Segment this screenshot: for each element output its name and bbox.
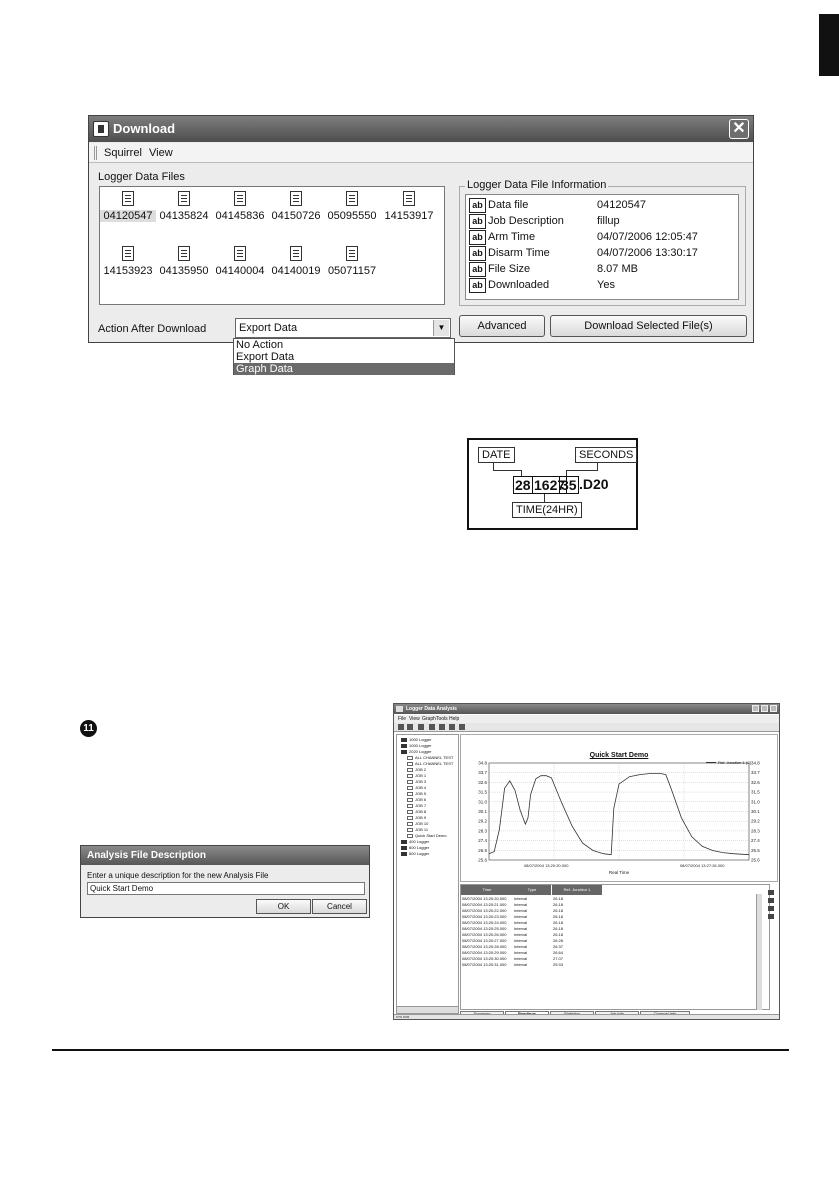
time-24hr-label: TIME(24HR) [512,502,582,518]
table-cell: 08/07/2004 13:20:26.000 [462,932,507,937]
y-tick-label-right: 25.6 [751,857,760,863]
logger-icon [401,846,407,850]
document-icon [122,246,134,261]
chevron-down-icon[interactable]: ▼ [433,320,449,336]
document-icon [234,246,246,261]
info-row [466,277,738,293]
table-cell: 08/07/2004 13:20:25.000 [462,926,507,931]
file-info-list[interactable] [465,194,739,300]
document-icon [346,246,358,261]
dialog-prompt: Enter a unique description for the new Analysis File [87,871,269,880]
y-tick-label-right: 28.3 [751,828,760,834]
document-icon [403,191,415,206]
tree-item[interactable]: JOB 11 [407,827,428,833]
document-icon [346,191,358,206]
folder-icon [407,810,413,814]
table-cell: Interval [514,962,528,967]
y-tick-label-right: 34.8 [751,760,760,766]
analysis-window-title: Logger Data Analysis [406,706,457,712]
close-icon[interactable] [770,705,777,712]
y-tick-label-left: 31.0 [478,799,487,805]
y-tick-label-left: 33.7 [478,770,487,776]
document-icon [122,191,134,206]
x-tick-label: 08/07/2004 13:20:20.000 [523,863,569,868]
table-cell: Interval [514,956,528,961]
tree-item[interactable]: 1000 Logger [401,743,431,749]
table-cell: 08/07/2004 13:20:21.000 [462,902,507,907]
column-header-type[interactable]: Type [513,885,551,895]
table-cell: Interval [514,938,528,943]
action-after-download-label: Action After Download [98,323,207,335]
file-item[interactable] [212,246,268,284]
text-field-icon: ab [469,246,486,261]
maximize-icon[interactable] [761,705,768,712]
print-icon[interactable] [768,890,774,895]
y-tick-label-right: 30.1 [751,809,760,814]
file-name: 05071157 [327,265,377,277]
option-export-data[interactable]: Export Data [236,351,295,363]
folder-icon [407,786,413,790]
filename-seconds-part: 35 [561,477,577,493]
tree-item[interactable]: JOB 4 [407,785,426,791]
table-cell: Interval [514,914,528,919]
info-row [466,245,738,261]
info-value: fillup [597,215,620,227]
x-tick-label: 08/07/2004 13:27:26.000 [679,863,725,868]
menu-bar [89,143,753,163]
y-tick-label-left: 26.5 [478,847,487,853]
tree-item[interactable]: JOB 6 [407,797,426,803]
table-cell: 26.64 [553,950,564,955]
y-tick-label-left: 31.5 [478,789,487,795]
table-cell: Interval [514,944,528,949]
y-tick-label-left: 25.6 [478,857,487,863]
info-value: 04/07/2006 12:05:47 [597,231,698,243]
grid-icon[interactable] [449,724,455,730]
analysis-file-description-dialog [80,845,370,918]
table-cell: 08/07/2004 13:20:31.000 [462,962,507,967]
menu-view[interactable]: View [409,716,420,722]
tree-item[interactable]: 400 Logger [401,839,429,845]
tree-item[interactable]: JOB 8 [407,809,426,815]
table-cell: 26.18 [553,932,564,937]
chart-title: Quick Start Demo [589,752,649,759]
document-icon [178,191,190,206]
y-tick-label-right: 32.6 [751,779,760,785]
filename-date-part: 28 [515,477,531,493]
folder-icon [407,804,413,808]
table-cell: Interval [514,896,528,901]
dialog-title: Analysis File Description [81,846,369,865]
table-cell: 26.18 [553,896,564,901]
y-tick-label-left: 29.2 [478,818,487,824]
column-header-ref-junction[interactable]: Ref. Junction 1 [552,885,602,895]
file-item[interactable] [324,246,380,284]
menu-grip [94,146,97,160]
settings-icon[interactable] [439,724,445,730]
tree-item[interactable]: JOB 9 [407,815,426,821]
y-tick-label-right: 33.7 [751,770,760,776]
menu-squirrel[interactable]: Squirrel [104,147,142,159]
logger-data-files-list[interactable] [99,186,445,305]
folder-icon [407,822,413,826]
table-cell: Interval [514,932,528,937]
table-cell: 08/07/2004 13:20:23.000 [462,914,507,919]
info-value: 04120547 [597,199,646,211]
y-tick-label-left: 27.4 [478,838,487,844]
text-field-icon: ab [469,214,486,229]
tree-item[interactable]: 2020 Logger [401,749,431,755]
y-tick-label-right: 27.4 [751,838,760,844]
file-info-label: Logger Data File Information [467,179,607,191]
table-cell: 26.18 [553,914,564,919]
table-cell: 08/07/2004 13:20:28.000 [462,944,507,949]
table-cell: 08/07/2004 13:20:29.000 [462,950,507,955]
file-item[interactable] [212,191,268,229]
step-number-badge: 11 [80,720,97,737]
download-app-icon [93,121,109,137]
logger-icon [401,744,407,748]
table-cell: 27.07 [553,956,564,961]
file-name: 05095550 [327,210,377,222]
legend-series-name: Ref. Junction 1 (C) [718,760,752,765]
logger-icon [401,852,407,856]
folder-icon [407,756,413,760]
tree-item[interactable]: Quick Start Demo [407,833,447,839]
table-side-toolbar [764,887,778,947]
copy-icon[interactable] [768,906,774,911]
y-tick-label-left: 32.6 [478,779,487,785]
footer-rule [52,1049,789,1051]
graph-icon[interactable] [418,724,424,730]
info-key: Downloaded [488,279,550,291]
file-name: 14153923 [103,265,153,277]
info-value: Yes [597,279,615,291]
file-name: 04135950 [159,265,209,277]
download-window [88,115,754,343]
tree-item[interactable]: JOB 7 [407,803,426,809]
download-selected-files-button[interactable]: Download Selected File(s) [550,315,747,337]
table-cell: 26.18 [553,920,564,925]
folder-icon [407,774,413,778]
find-icon[interactable] [768,914,774,919]
tree-item[interactable]: JOB 5 [407,791,426,797]
folder-icon [407,798,413,802]
download-icon[interactable] [407,724,413,730]
option-no-action[interactable]: No Action [236,339,284,351]
file-name: 04120547 [100,210,156,222]
connector [566,470,597,471]
tree-item[interactable]: 800 Logger [401,851,429,857]
tree-item[interactable]: 1000 Logger [401,737,431,743]
minimize-icon[interactable] [752,705,759,712]
app-icon [396,706,403,712]
advanced-button[interactable]: Advanced [459,315,545,337]
chart-panel [460,734,778,882]
tree-item[interactable]: JOB 3 [407,779,426,785]
table-cell: Interval [514,920,528,925]
table-cell: 08/07/2004 13:20:24.000 [462,920,507,925]
x-axis-label: Real Time [608,870,630,875]
analysis-menu-bar [394,715,779,723]
logger-icon [401,738,407,742]
table-cell: Interval [514,908,528,913]
file-item[interactable] [268,191,324,229]
action-dropdown-list[interactable] [233,338,455,375]
logger-icon [401,750,407,754]
connector [493,470,521,471]
chart-legend [706,760,751,765]
folder-icon [407,768,413,772]
file-item[interactable] [156,246,212,284]
folder-icon [407,792,413,796]
tree-item[interactable]: JOB 2 [407,767,426,773]
info-value: 04/07/2006 13:30:17 [597,247,698,259]
column-header-time[interactable]: Time [461,885,513,895]
export-icon[interactable] [768,898,774,903]
table-vertical-scrollbar[interactable] [756,894,762,1010]
file-name: 04150726 [271,210,321,222]
file-item[interactable] [156,191,212,229]
folder-icon [407,762,413,766]
logger-data-analysis-window [393,703,780,1020]
document-icon [234,191,246,206]
info-row [466,197,738,213]
status-bar: CTS OVR [394,1014,779,1019]
analysis-description-input[interactable]: Quick Start Demo [87,882,365,895]
filename-extension: .D20 [579,476,609,492]
file-item[interactable] [268,246,324,284]
date-label: DATE [478,447,515,463]
menu-file[interactable]: File [398,716,407,722]
menu-help[interactable]: Help [449,716,460,722]
folder-icon [407,834,413,838]
filename-time-part: 1627 [534,477,566,493]
tree-item[interactable]: 600 Logger [401,845,429,851]
readings-table[interactable] [460,884,770,1010]
file-name: 14153917 [384,210,434,222]
info-value: 8.07 MB [597,263,638,275]
window-title: Download [113,121,176,136]
file-name: 04145836 [215,210,265,222]
table-cell: 08/07/2004 13:20:30.000 [462,956,507,961]
folder-icon [407,828,413,832]
logger-icon [401,840,407,844]
document-icon [178,246,190,261]
y-tick-label-right: 31.5 [751,789,760,795]
tree-horizontal-scrollbar[interactable] [397,1006,458,1013]
document-icon [290,246,302,261]
file-item[interactable] [100,246,156,284]
table-cell: 26.28 [553,938,564,943]
cancel-button[interactable]: Cancel [312,899,367,914]
tree-item[interactable]: JOB 10 [407,821,428,827]
ok-button[interactable]: OK [256,899,311,914]
table-cell: 26.37 [553,944,564,949]
info-key: Job Description [488,215,564,227]
file-name: 04140019 [271,265,321,277]
file-item[interactable] [324,191,380,229]
action-after-download-select[interactable] [235,318,451,338]
logger-data-files-label: Logger Data Files [98,171,185,183]
text-field-icon: ab [469,230,486,245]
text-field-icon: ab [469,262,486,277]
text-field-icon: ab [469,198,486,213]
zoom-icon[interactable] [429,724,435,730]
file-name: 04135824 [159,210,209,222]
table-cell: Interval [514,902,528,907]
close-icon[interactable]: ✕ [729,119,749,139]
table-cell: 26.18 [553,926,564,931]
tree-item[interactable]: ALL CHANNEL TEST [407,755,453,761]
legend-line-swatch [706,762,716,763]
table-cell: 08/07/2004 13:20:27.000 [462,938,507,943]
table-cell: 26.18 [553,902,564,907]
download-title-bar[interactable] [89,116,753,142]
info-row [466,229,738,245]
folder-icon [407,780,413,784]
table-cell: 25.93 [553,962,564,967]
logger-tree[interactable] [396,734,459,1014]
info-row [466,213,738,229]
y-tick-label-right: 29.2 [751,818,760,824]
info-key: Disarm Time [488,247,550,259]
document-icon [290,191,302,206]
table-cell: 08/07/2004 13:20:20.000 [462,896,507,901]
y-tick-label-left: 34.8 [478,760,487,766]
y-tick-label-left: 30.1 [478,809,487,814]
y-tick-label-left: 28.3 [478,828,487,834]
file-item[interactable] [381,191,437,229]
selected-action: Export Data [239,322,298,334]
filename-format-diagram [467,438,638,530]
info-key: Arm Time [488,231,536,243]
analysis-toolbar [394,723,779,732]
table-cell: Interval [514,950,528,955]
page-edge-tab [819,14,839,76]
info-key: Data file [488,199,529,211]
table-cell: Interval [514,926,528,931]
connector [597,463,598,471]
menu-tools[interactable]: Tools [436,716,448,722]
table-icon[interactable] [459,724,465,730]
table-cell: 26.18 [553,908,564,913]
folder-icon [407,816,413,820]
analysis-title-bar[interactable] [394,704,779,714]
info-row [466,261,738,277]
menu-graph[interactable]: Graph [422,716,436,722]
tree-item[interactable]: JOB 1 [407,773,426,779]
menu-view[interactable]: View [149,147,173,159]
y-tick-label-right: 26.5 [751,847,760,853]
y-tick-label-right: 31.0 [751,799,760,805]
table-cell: 08/07/2004 13:20:22.000 [462,908,507,913]
file-item[interactable] [100,191,156,229]
tree-item[interactable]: ALL CHANNEL TEST [407,761,453,767]
text-field-icon: ab [469,278,486,293]
open-icon[interactable] [398,724,404,730]
option-graph-data[interactable]: Graph Data [234,363,454,375]
file-name: 04140004 [215,265,265,277]
info-key: File Size [488,263,531,275]
seconds-label: SECONDS [575,447,637,463]
